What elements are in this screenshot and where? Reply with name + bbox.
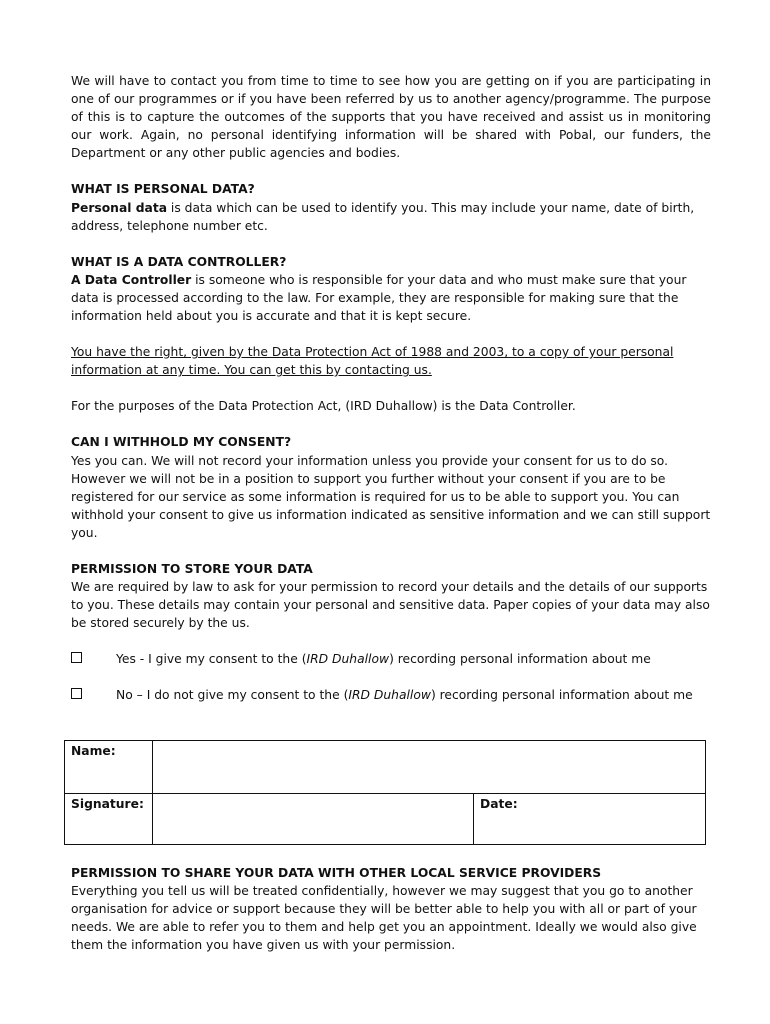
withhold-consent-paragraph: Yes you can. We will not record your information unless you provide your consent for us to do so. However we will not be in a position to support you further without your consent if you are to be registered for our service as some information is required for us to be able to support you. You can withhold your consent to give us information indicated as sensitive information and we can still support you. (71, 453, 711, 540)
rights-statement: You have the right, given by the Data Protection Act of 1988 and 2003, to a copy of your personal information at any time. You can get this by contacting us. (71, 345, 674, 378)
consent-no-label: No – I do not give my consent to the (IRD Duhallow) recording personal information about me (116, 688, 693, 703)
data-controller-term: A Data Controller (71, 272, 192, 287)
personal-data-term: Personal data (71, 200, 168, 215)
data-controller-heading: WHAT IS A DATA CONTROLLER? (71, 254, 287, 269)
withhold-consent-heading: CAN I WITHHOLD MY CONSENT? (71, 435, 292, 450)
name-label: Name: (71, 744, 116, 758)
table-divider (473, 793, 474, 844)
name-field[interactable] (153, 741, 705, 793)
consent-no-option[interactable] (71, 686, 711, 704)
intro-paragraph: We will have to contact you from time to time to see how you are getting on if you are participating in one of our programmes or if you have been referred by us to another agency/programme. The purpose of this is to capture the outcomes of the supports that you have received and assist us in monitoring our work. Again, no personal identifying information will be shared with Pobal, our funders, the Department or any other public agencies and bodies. (71, 74, 711, 161)
data-controller-body: is someone who is responsible for your data and who must make sure that your data is processed according to the law. For example, they are responsible for making sure that the information held about you is accurate and that it is kept secure. (71, 272, 687, 324)
consent-yes-option[interactable] (71, 650, 711, 668)
personal-data-paragraph (71, 199, 711, 235)
share-section (71, 864, 715, 954)
consent-no-org: IRD Duhallow (348, 688, 431, 703)
form-content (71, 72, 711, 704)
consent-yes-label: Yes - I give my consent to the (IRD Duhallow) recording personal information about me (116, 652, 651, 667)
date-label: Date: (480, 797, 518, 811)
store-data-heading: PERMISSION TO STORE YOUR DATA (71, 561, 313, 576)
personal-data-body: is data which can be used to identify you. This may include your name, date of birth, address, telephone number etc. (71, 200, 695, 233)
signature-field[interactable] (153, 794, 473, 844)
date-field[interactable] (474, 794, 705, 844)
store-data-paragraph: We are required by law to ask for your permission to record your details and the details of our supports to you. These details may contain your personal and sensitive data. Paper copies of your data may also be stored securely by the us. (71, 580, 710, 631)
consent-no-checkbox[interactable] (71, 688, 82, 699)
signature-table (64, 740, 706, 845)
share-data-heading: PERMISSION TO SHARE YOUR DATA WITH OTHER LOCAL SERVICE PROVIDERS (71, 866, 602, 880)
share-data-paragraph: Everything you tell us will be treated confidentially, however we may suggest that you go to another organisation for advice or support because they will be better able to help you with all or part of your needs. We are able to refer you to them and help get you an appointment. Ideally we would also give them the information you have given us with your permission. (71, 884, 697, 953)
personal-data-heading: WHAT IS PERSONAL DATA? (71, 182, 255, 197)
data-controller-paragraph (71, 271, 711, 325)
table-divider (65, 793, 705, 794)
signature-label: Signature: (71, 797, 144, 811)
controller-statement: For the purposes of the Data Protection Act, (IRD Duhallow) is the Data Controller. (71, 399, 576, 414)
consent-yes-org: IRD Duhallow (306, 652, 390, 667)
consent-yes-checkbox[interactable] (71, 652, 82, 663)
